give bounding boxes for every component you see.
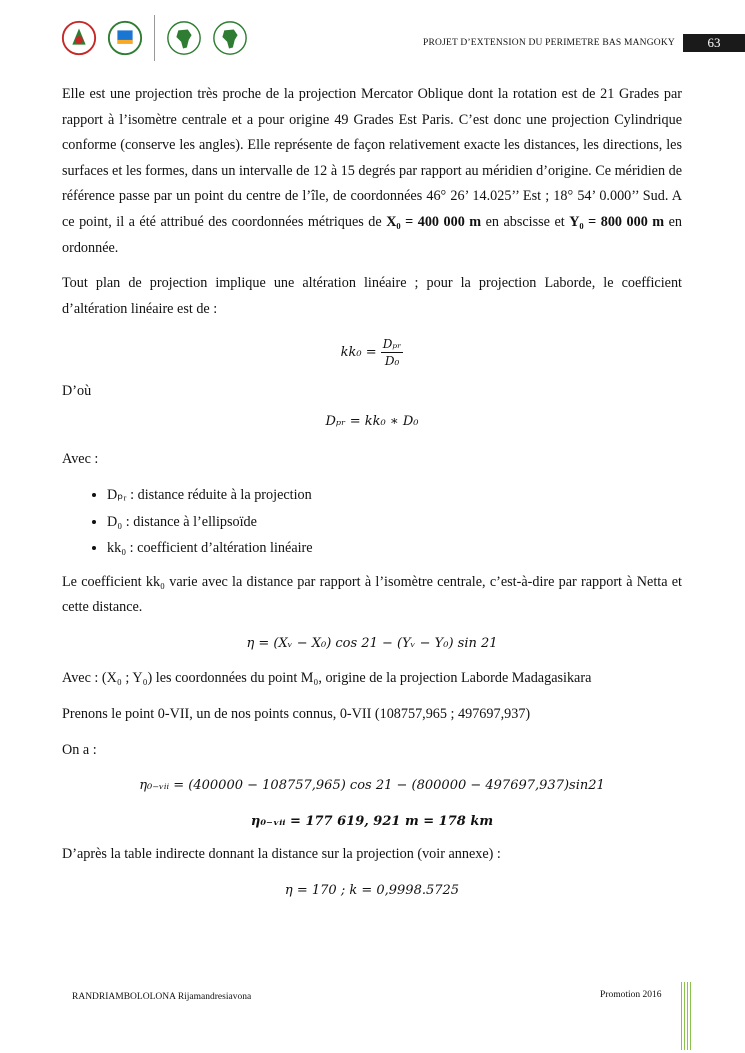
fraction-numerator: Dₚᵣ: [382, 337, 402, 352]
footer-decoration: [681, 982, 691, 1050]
text-run: Elle est une projection très proche de la projection Mercator Oblique dont la rotation est de 21 Grades par rapport à l’isomètre centrale et a pour origine 49 Grades Est Paris. C’est donc une projection Cylindrique conforme (conserve les angles). Elle représente de façon relativement exacte les distances, les directions, les surfaces et les formes, dans un intervalle de 12 à 15 degrés par rapport au méridien d’origine. Ce méridien de référence passe par un point du centre de l’île, de coordonnées 46° 26’ 14.025’’ Est ; 18° 54’ 0.000’’ Sud. A ce point, il a été attribué des coordonnées métriques de: [62, 86, 682, 230]
definition-list: [62, 482, 682, 562]
list-item: • kk₀ : coefficient d’altération linéaire: [107, 535, 682, 562]
paragraph: [62, 82, 682, 261]
equation-eta-result: η₀₋ᵥᵢᵢ = 177 619, 921 m = 178 km: [250, 813, 494, 829]
fraction: [381, 336, 404, 369]
fraction-denominator: D₀: [384, 354, 400, 369]
footer-promotion: Promotion 2016: [600, 990, 662, 1000]
paragraph: Avec :: [62, 450, 99, 467]
text-run: en ordonnée.: [62, 213, 682, 256]
paragraph: Prenons le point 0-VII, un de nos points connus, 0-VII (108757,965 ; 497697,937): [62, 706, 531, 722]
list-item: • D₀ : distance à l’ellipsoïde: [107, 509, 682, 536]
paragraph: On a :: [62, 741, 97, 758]
institute-logo-icon: [106, 18, 144, 58]
paragraph: Tout plan de projection implique une altération linéaire ; pour la projection Laborde, le coefficient d’altération linéaire est de :: [62, 275, 682, 317]
footer-author: RANDRIAMBOLOLONA Rijamandresiavona: [72, 992, 252, 1002]
page-number: 63: [683, 34, 745, 52]
x0-value: X₀ = 400 000 m: [386, 213, 482, 230]
equation-eta-0vii: η₀₋ᵥᵢᵢ = (400000 − 108757,965) cos 21 − (800000 − 497697,937)sin21: [139, 778, 605, 794]
text-run: en abscisse et: [481, 213, 570, 230]
equation-dpr: Dₚᵣ = kk₀ ∗ D₀: [325, 413, 419, 429]
equation-eta: η = (Xᵥ − X₀) cos 21 − (Yᵥ − Y₀) sin 21: [246, 635, 498, 651]
paragraph: D’après la table indirecte donnant la distance sur la projection (voir annexe) :: [62, 846, 501, 863]
equation-lhs: kk₀ =: [340, 345, 381, 361]
document-body: [62, 82, 682, 904]
header-title: PROJET D’EXTENSION DU PERIMETRE BAS MANGOKY: [422, 38, 675, 48]
logos: [60, 14, 249, 62]
page-header: [0, 0, 745, 70]
paragraph: Le coefficient kk₀ varie avec la distance par rapport à l’isomètre centrale, c’est-à-dire par rapport à Netta et cette distance.: [62, 573, 682, 616]
paragraph: Avec : (X₀ ; Y₀) les coordonnées du point M₀, origine de la projection Laborde Madagasikara: [62, 670, 592, 687]
paragraph: D’où: [62, 383, 92, 400]
africa-map-icon: [165, 18, 203, 58]
ministry-seal-icon: [60, 18, 98, 58]
equation-table-result: η = 170 ; k = 0,9998.5725: [284, 882, 460, 898]
y0-value: Y₀ = 800 000 m: [569, 213, 665, 230]
equation-kk0: [62, 336, 682, 369]
list-item: • Dₚᵣ : distance réduite à la projection: [107, 482, 682, 509]
logo-separator: [154, 15, 155, 61]
africa-map-icon: [211, 18, 249, 58]
